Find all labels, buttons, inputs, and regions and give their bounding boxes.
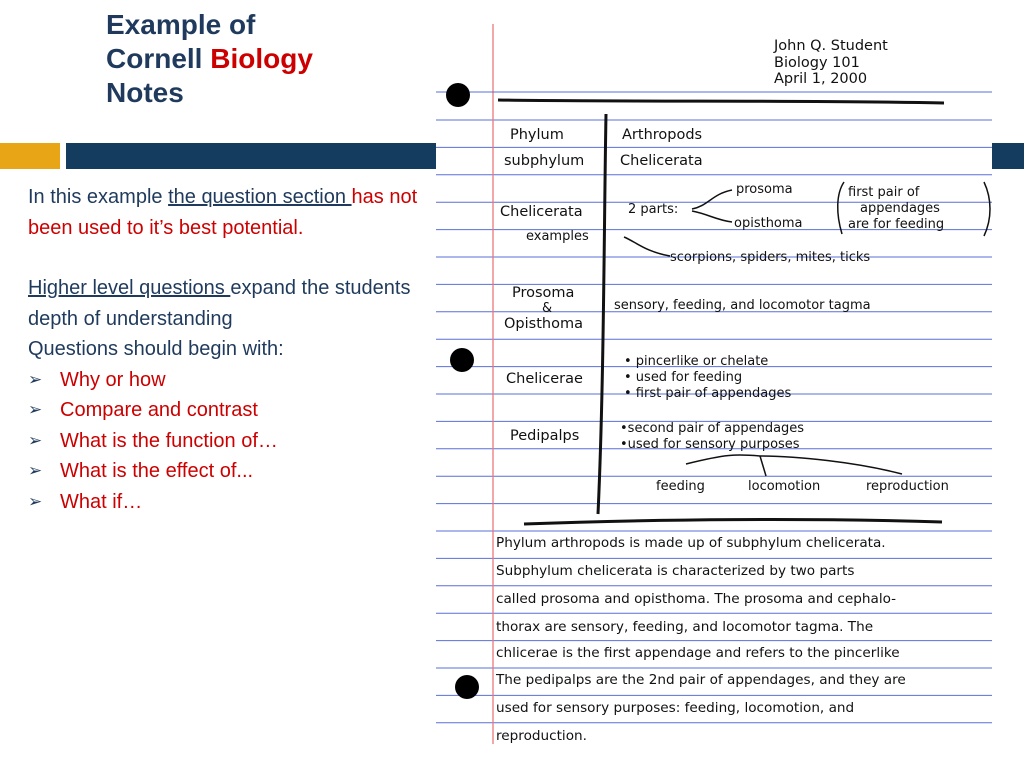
question-starter-list [28,365,428,518]
summary-line: Subphylum chelicerata is characterized by two parts [496,563,855,579]
cue-subphylum: subphylum [504,153,585,169]
title-line-3: Notes [106,77,184,108]
note-brace-line-3: are for feeding [848,217,945,232]
hole-punch [455,675,479,699]
list-item: ➢ Compare and contrast [28,395,428,426]
note-chelicerae-1: • pincerlike or chelate [624,354,769,369]
list-item: ➢ What is the function of… [28,426,428,457]
note-tagma: sensory, feeding, and locomotor tagma [614,298,871,313]
title-word-biology: Biology [210,43,313,74]
paragraph-questions-begin: Questions should begin with: [28,338,284,360]
note-pedipalps-1: •second pair of appendages [620,421,805,436]
note-use-feeding: feeding [656,479,705,494]
p2-rest: expand the students depth of understanding [28,277,411,330]
list-item: ➢ What if… [28,487,428,518]
hole-punch [450,348,474,372]
note-chelicerae-3: • first pair of appendages [624,386,792,401]
note-pedipalps-2: •used for sensory purposes [620,437,800,452]
slide-body [28,182,428,517]
note-arthropods: Arthropods [622,127,703,143]
p1-underlined: the question section [168,186,352,208]
summary-line: reproduction. [496,728,587,744]
note-opisthoma: opisthoma [734,216,803,231]
note-brace-line-1: first pair of [848,185,920,200]
cue-chelicerata: Chelicerata [500,204,583,220]
note-use-reproduction: reproduction [866,479,949,494]
note-prosoma: prosoma [736,182,793,197]
cue-phylum: Phylum [510,127,564,143]
note-brace-line-2: appendages [860,201,940,216]
top-divider [498,100,944,103]
summary-line: used for sensory purposes: feeding, locomotion, and [496,700,855,716]
summary-divider [524,520,942,524]
title-line-1: Example of [106,9,256,40]
title-word-cornell: Cornell [106,43,211,74]
summary-line: called prosoma and opisthoma. The prosoma and cephalo- [496,591,897,607]
note-use-locomotion: locomotion [748,479,821,494]
cue-prosoma: Prosoma [512,285,575,301]
paragraph-higher-level [28,273,428,334]
paragraph-question-section [28,182,428,243]
cornell-notes-image [436,24,992,744]
note-chelicerata: Chelicerata [620,153,703,169]
cue-divider [598,114,606,514]
note-two-parts: 2 parts: [628,202,679,217]
p1-red: has not been used to it’s best potential. [28,186,418,239]
arrow-bullet-icon: ➢ [28,369,43,389]
summary-line: chlicerae is the first appendage and refers to the pincerlike [496,645,900,661]
note-date: April 1, 2000 [774,71,868,87]
course-name: Biology 101 [774,54,860,71]
list-item: ➢ Why or how [28,365,428,396]
slide-title [106,8,406,110]
arrow-bullet-icon: ➢ [28,491,43,511]
note-chelicerae-2: • used for feeding [624,370,743,385]
cue-opisthoma: Opisthoma [504,316,583,332]
cue-examples: examples [526,229,589,244]
note-examples: scorpions, spiders, mites, ticks [670,250,871,265]
p1-plain: In this example [28,186,169,208]
summary-line: Phylum arthropods is made up of subphylum chelicerata. [496,535,886,551]
title-line-2 [106,42,406,76]
accent-bar-gold [0,143,60,169]
cue-ampersand: & [542,301,553,316]
arrow-bullet-icon: ➢ [28,400,43,419]
list-item: ➢ What is the effect of... [28,456,428,487]
cue-pedipalps: Pedipalps [510,428,580,444]
student-header [774,38,888,88]
arrow-bullet-icon: ➢ [28,430,43,450]
summary-line: The pedipalps are the 2nd pair of appendages, and they are [496,672,906,688]
hole-punch [446,83,470,107]
student-name: John Q. Student [774,38,888,54]
p2-underlined: Higher level questions [28,277,231,299]
arrow-bullet-icon: ➢ [28,461,43,480]
summary-line: thorax are sensory, feeding, and locomotor tagma. The [496,619,874,635]
cue-chelicerae: Chelicerae [506,371,583,387]
